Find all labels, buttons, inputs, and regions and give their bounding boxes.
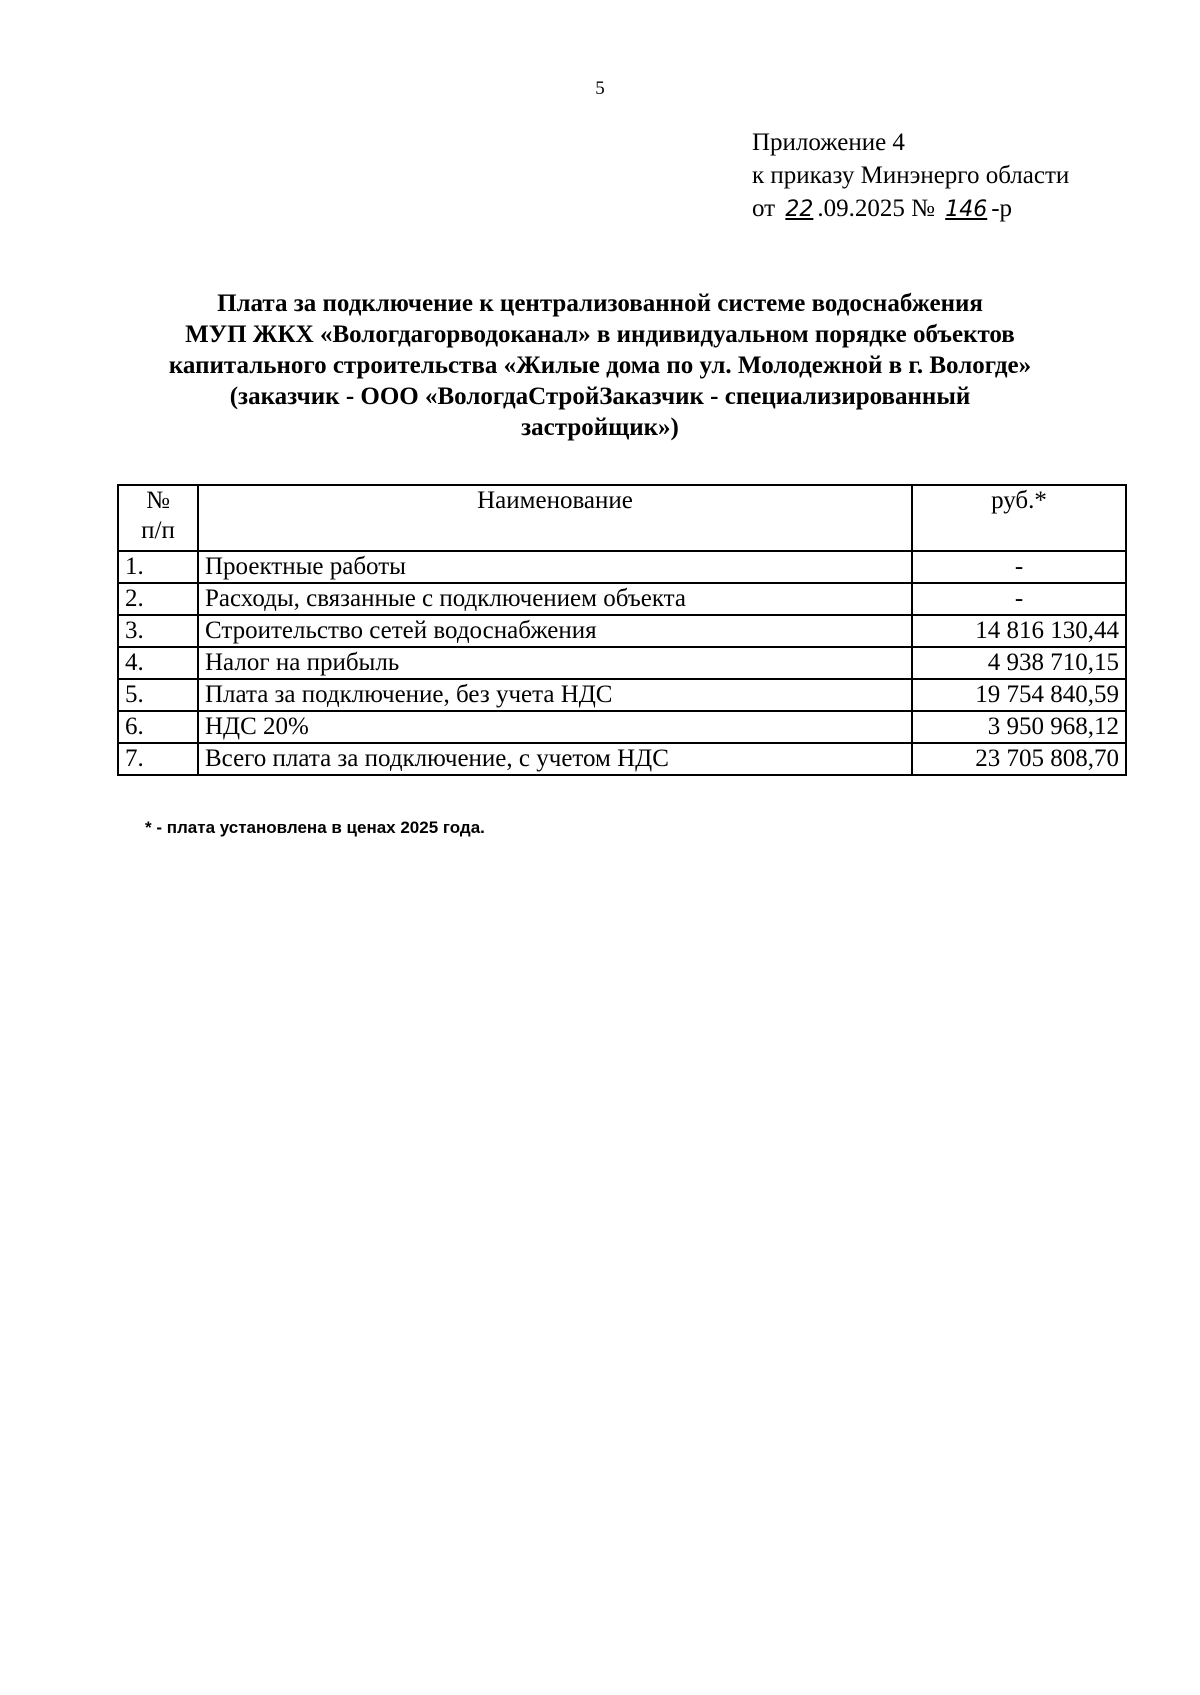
handwritten-order-number: 146 bbox=[945, 197, 988, 222]
table-row bbox=[118, 615, 1126, 647]
appendix-date-line bbox=[752, 192, 1069, 226]
title-line: Плата за подключение к централизованной системе водоснабжения bbox=[217, 290, 983, 317]
row-number: 6. bbox=[118, 711, 198, 743]
appendix-title: Приложение 4 bbox=[752, 129, 905, 156]
fee-table bbox=[117, 484, 1127, 776]
date-rest: .09.2025 № bbox=[817, 195, 935, 222]
row-name: Налог на прибыль bbox=[198, 647, 912, 679]
title-line: застройщик») bbox=[521, 414, 679, 441]
handwritten-day: 22 bbox=[785, 197, 814, 222]
table-row bbox=[118, 711, 1126, 743]
row-amount: 4 938 710,15 bbox=[912, 647, 1126, 679]
table-row bbox=[118, 679, 1126, 711]
title-line: (заказчик - ООО «ВологдаСтройЗаказчик - специализированный bbox=[229, 383, 971, 410]
row-name: Расходы, связанные с подключением объекта bbox=[198, 583, 912, 615]
date-prefix: от bbox=[752, 195, 776, 222]
table-row bbox=[118, 583, 1126, 615]
table-header-row bbox=[118, 485, 1126, 551]
page-number: 5 bbox=[595, 78, 605, 99]
row-number: 4. bbox=[118, 647, 198, 679]
row-number: 7. bbox=[118, 743, 198, 775]
header-number: № п/п bbox=[118, 485, 198, 551]
table-row bbox=[118, 743, 1126, 775]
table-row bbox=[118, 647, 1126, 679]
appendix-reference bbox=[752, 126, 1069, 226]
order-suffix: -р bbox=[991, 195, 1013, 222]
title-line: МУП ЖКХ «Вологдагорводоканал» в индивидуальном порядке объектов bbox=[185, 321, 1015, 348]
row-number: 1. bbox=[118, 551, 198, 583]
row-number: 3. bbox=[118, 615, 198, 647]
row-name: НДС 20% bbox=[198, 711, 912, 743]
title-line: капитального строительства «Жилые дома по ул. Молодежной в г. Вологде» bbox=[168, 352, 1032, 379]
row-name: Плата за подключение, без учета НДС bbox=[198, 679, 912, 711]
footnote: * - плата установлена в ценах 2025 года. bbox=[145, 818, 485, 837]
table-row bbox=[118, 551, 1126, 583]
row-number: 2. bbox=[118, 583, 198, 615]
row-name: Проектные работы bbox=[198, 551, 912, 583]
row-amount: 3 950 968,12 bbox=[912, 711, 1126, 743]
row-amount: - bbox=[912, 583, 1126, 615]
row-amount: 23 705 808,70 bbox=[912, 743, 1126, 775]
appendix-order-ref: к приказу Минэнерго области bbox=[752, 162, 1070, 189]
header-rub: руб.* bbox=[912, 485, 1126, 551]
row-amount: 14 816 130,44 bbox=[912, 615, 1126, 647]
row-name: Всего плата за подключение, с учетом НДС bbox=[198, 743, 912, 775]
document-title bbox=[100, 288, 1100, 443]
row-amount: 19 754 840,59 bbox=[912, 679, 1126, 711]
header-name: Наименование bbox=[198, 485, 912, 551]
row-name: Строительство сетей водоснабжения bbox=[198, 615, 912, 647]
row-number: 5. bbox=[118, 679, 198, 711]
row-amount: - bbox=[912, 551, 1126, 583]
